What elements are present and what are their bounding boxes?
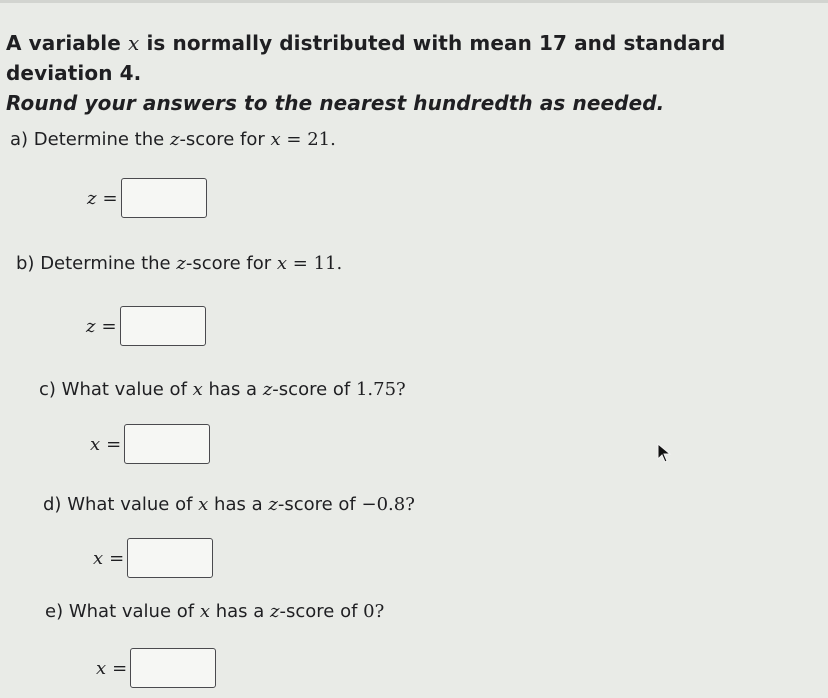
problem-line-1: [6, 28, 821, 88]
question-value: 11: [313, 253, 337, 274]
question-punctuation: .: [336, 253, 343, 274]
x-variable: x: [276, 253, 288, 274]
question-text: -score for: [185, 253, 277, 274]
question-text: What value of: [68, 601, 200, 622]
answer-equals: =: [112, 657, 128, 679]
question-text: Determine the: [40, 253, 177, 274]
equals-sign: =: [287, 253, 314, 274]
mouse-pointer-icon: [656, 443, 674, 463]
z-variable: z: [268, 494, 278, 515]
problem-statement: [6, 28, 821, 118]
question-d: [43, 493, 415, 517]
question-text: What value of: [67, 494, 199, 515]
answer-variable: z: [87, 187, 97, 209]
equals-sign: =: [280, 129, 308, 150]
question-text: has a: [208, 494, 269, 515]
x-variable: x: [270, 129, 281, 150]
answer-variable: x: [93, 547, 104, 569]
answer-input-b[interactable]: [120, 306, 206, 346]
question-text: has a: [202, 379, 263, 400]
answer-equals: =: [109, 547, 125, 569]
intro-text-b: is normally distributed with mean 17 and standard deviation 4.: [6, 31, 726, 85]
answer-input-a[interactable]: [121, 178, 207, 218]
question-value: 1.75: [355, 379, 397, 400]
question-text: -score of: [279, 601, 364, 622]
answer-row-e: [96, 646, 216, 690]
answer-input-e[interactable]: [130, 648, 216, 688]
question-text: -score of: [272, 379, 356, 400]
answer-variable: z: [86, 315, 96, 337]
question-text: What value of: [61, 379, 193, 400]
question-letter: a): [10, 129, 29, 150]
answer-row-b: [86, 304, 206, 348]
question-text: Determine the: [33, 129, 170, 150]
answer-row-d: [93, 536, 213, 580]
answer-variable: x: [90, 433, 101, 455]
rounding-instruction: Round your answers to the nearest hundredth as needed.: [6, 91, 665, 115]
intro-text-a: A variable: [6, 31, 128, 55]
question-letter: b): [16, 253, 35, 274]
x-variable: x: [198, 494, 209, 515]
question-c: [39, 378, 406, 402]
answer-row-c: [90, 422, 210, 466]
question-e: [45, 600, 384, 624]
answer-variable: x: [96, 657, 107, 679]
answer-equals: =: [102, 187, 118, 209]
question-letter: c): [39, 379, 56, 400]
question-value: 21: [307, 129, 331, 150]
answer-equals: =: [106, 433, 122, 455]
question-punctuation: ?: [374, 601, 385, 622]
x-variable: x: [199, 601, 210, 622]
z-variable: z: [176, 253, 186, 274]
question-text: -score of: [277, 494, 362, 515]
answer-input-c[interactable]: [124, 424, 210, 464]
question-text: has a: [209, 601, 270, 622]
answer-input-d[interactable]: [127, 538, 213, 578]
question-b: [16, 252, 342, 276]
answer-row-a: [87, 176, 207, 220]
z-variable: z: [262, 379, 273, 400]
question-a: [10, 128, 336, 152]
top-divider: [0, 0, 828, 3]
z-variable: z: [270, 601, 280, 622]
question-punctuation: .: [330, 129, 336, 150]
question-value: 0: [363, 601, 375, 622]
question-punctuation: ?: [396, 379, 406, 400]
z-variable: z: [169, 129, 180, 150]
question-letter: d): [43, 494, 62, 515]
intro-variable: x: [128, 31, 140, 55]
question-value: −0.8: [361, 494, 406, 515]
question-punctuation: ?: [405, 494, 415, 515]
answer-equals: =: [101, 315, 117, 337]
question-text: -score for: [179, 129, 271, 150]
question-letter: e): [45, 601, 64, 622]
x-variable: x: [192, 379, 203, 400]
